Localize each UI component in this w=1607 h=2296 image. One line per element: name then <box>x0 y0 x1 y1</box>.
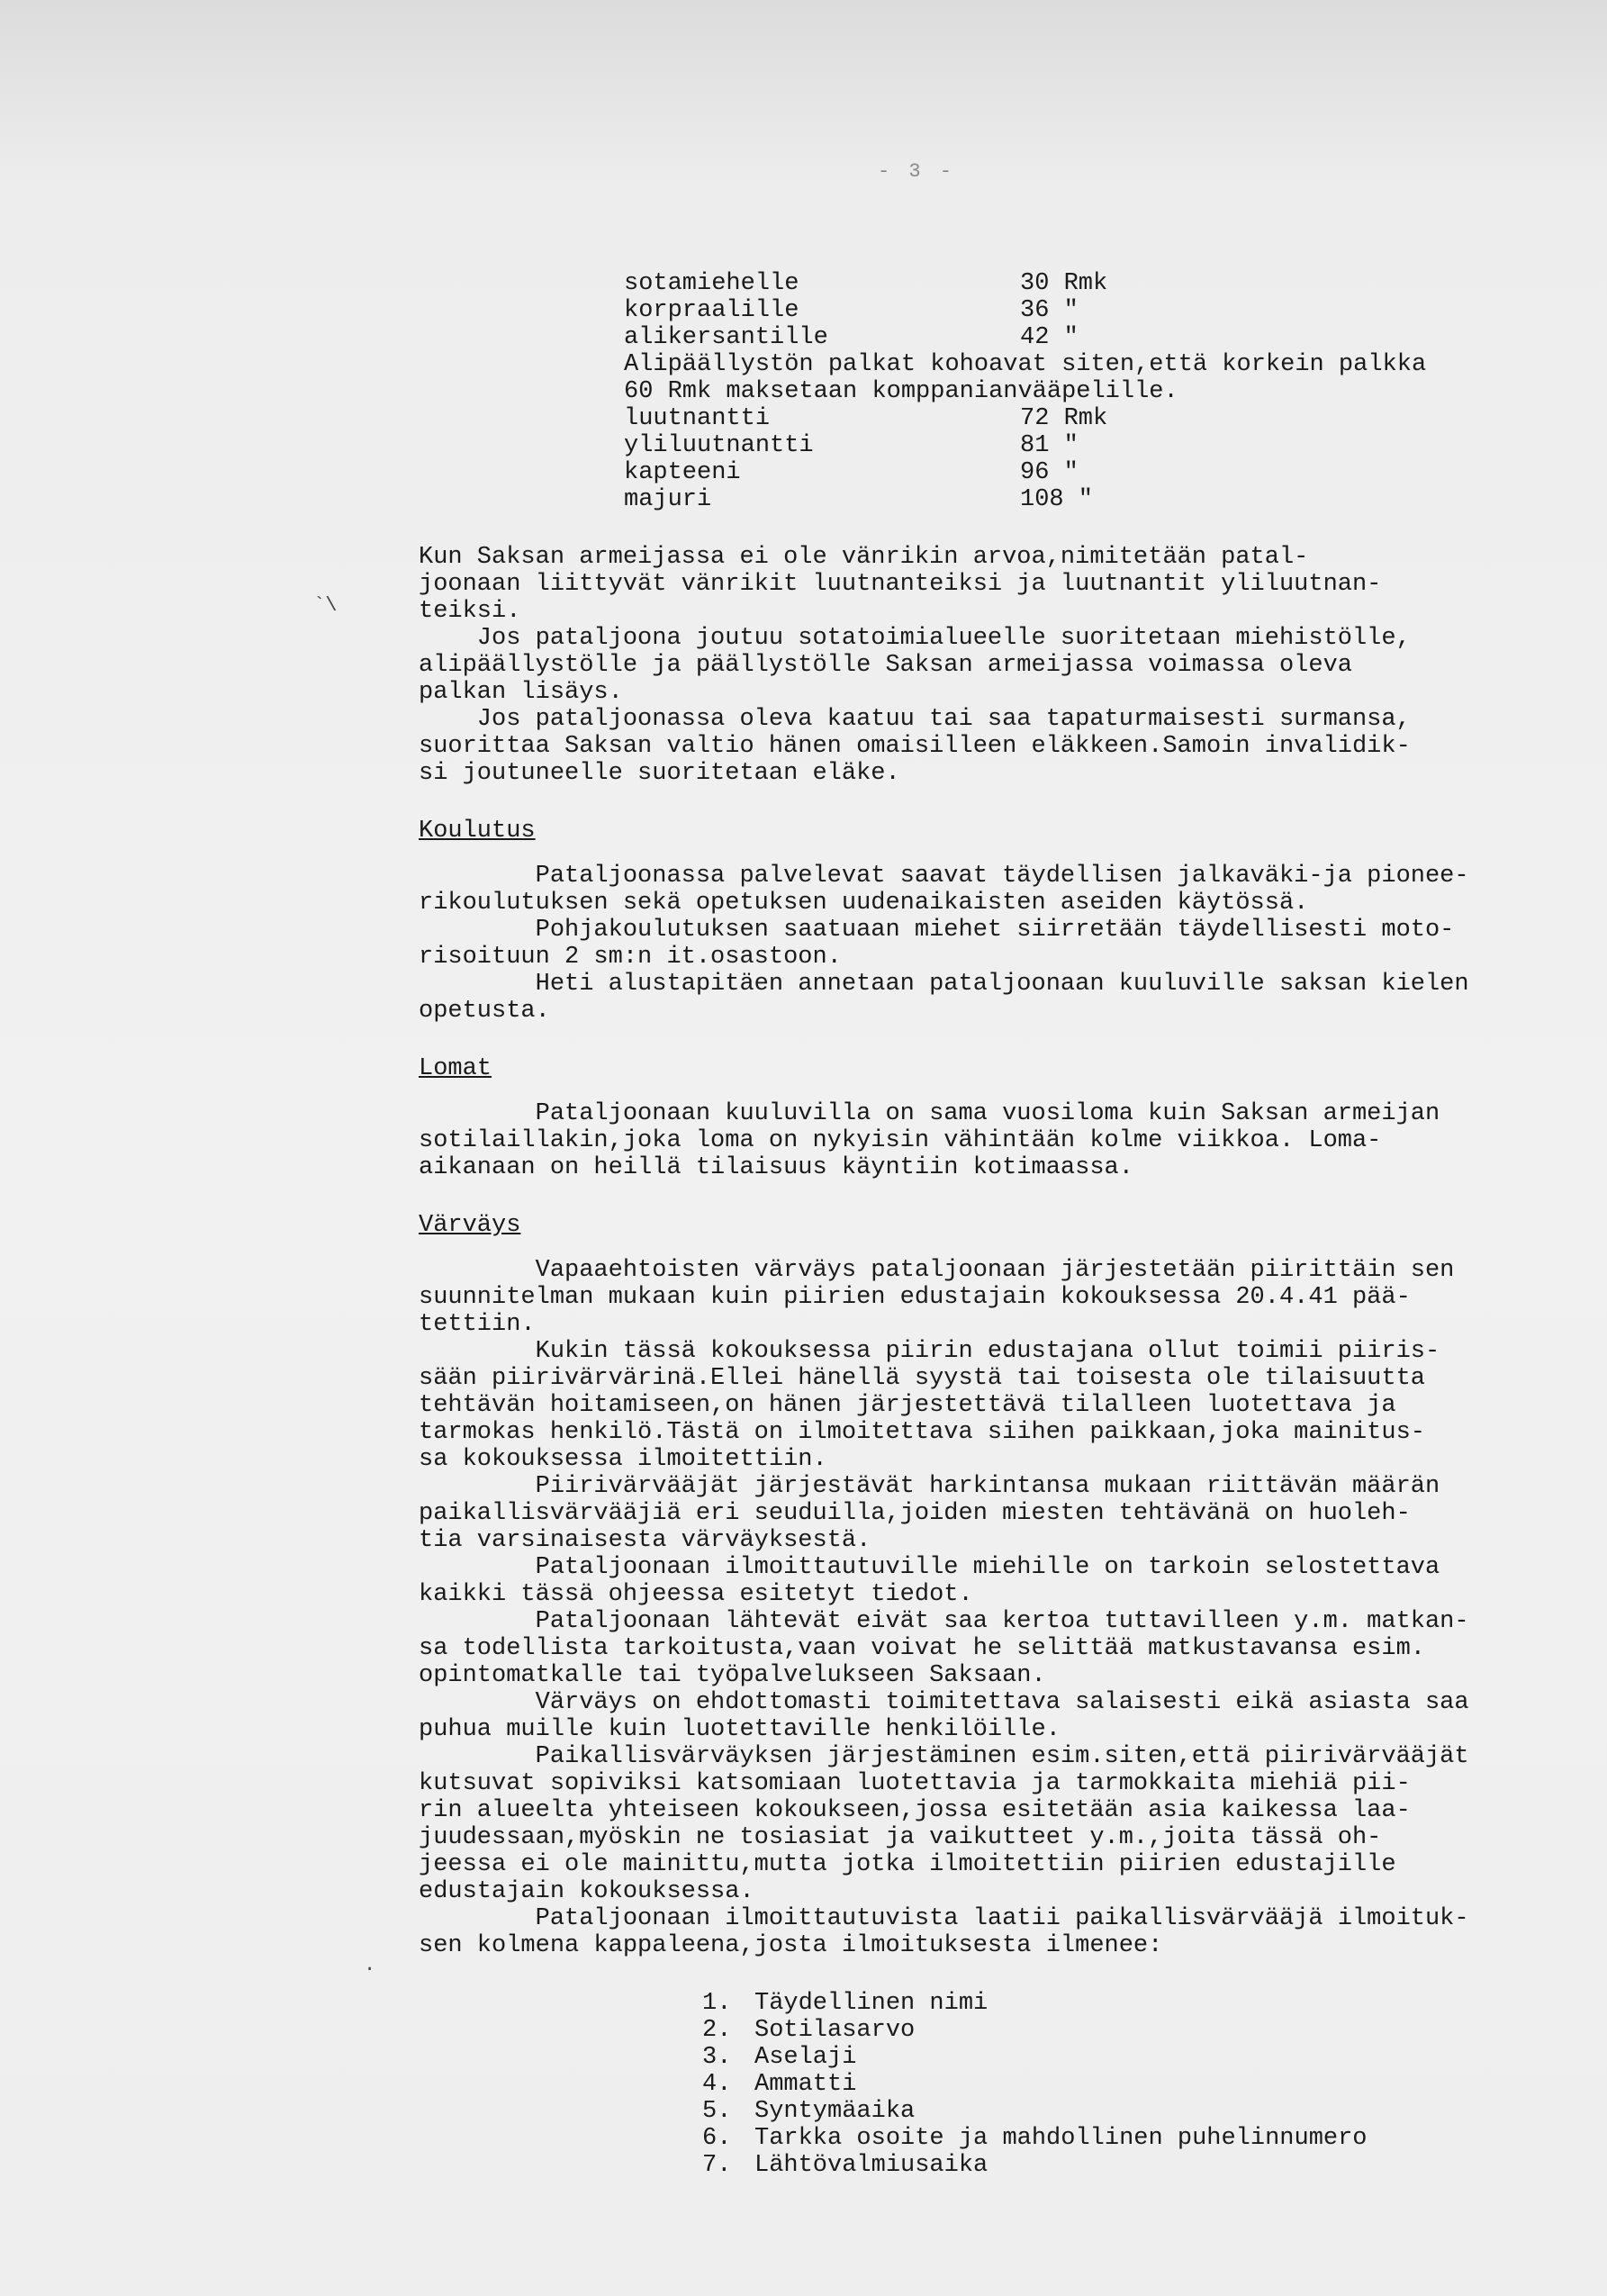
list-item <box>702 2125 1544 2152</box>
paragraph <box>419 1608 1544 1689</box>
list-number: 6. <box>702 2125 732 2152</box>
text-line: opintomatkalle tai työpalvelukseen Saksaan. <box>419 1662 1046 1689</box>
text-line: paikallisvärvääjiä eri seuduilla,joiden miesten tehtävänä on huoleh- <box>419 1500 1411 1527</box>
pay-rank: yliluutnantti <box>624 432 814 459</box>
info-list <box>702 1990 1544 2179</box>
list-number: 3. <box>702 2044 732 2071</box>
pay-amount: 96 " <box>1020 459 1079 486</box>
paragraph <box>419 625 1544 706</box>
paragraph <box>419 1554 1544 1608</box>
list-text: Sotilasarvo <box>754 2017 916 2044</box>
text-line: tarmokas henkilö.Tästä on ilmoitettava siihen paikkaan,joka mainitus- <box>419 1419 1425 1446</box>
text-line: Pataljoonaan ilmoittautuvista laatii paikallisvärvääjä ilmoituk- <box>419 1905 1469 1932</box>
text-line: tia varsinaisesta värväyksestä. <box>419 1527 871 1554</box>
sections <box>419 787 1544 1959</box>
document-body <box>419 270 1544 2179</box>
pay-rank: majuri <box>624 486 712 513</box>
list-item <box>702 1990 1544 2017</box>
paragraph <box>419 1257 1544 1338</box>
pay-table-soldiers <box>624 270 1544 351</box>
pay-row <box>624 486 1544 513</box>
section-heading: Koulutus <box>419 818 536 845</box>
text-line: Pohjakoulutuksen saatuaan miehet siirretään täydellisesti moto- <box>419 917 1455 944</box>
text-line: sen kolmena kappaleena,josta ilmoituksesta ilmenee: <box>419 1932 1163 1959</box>
pay-row <box>624 432 1544 459</box>
pay-rank: korpraalille <box>624 297 799 324</box>
section-heading: Värväys <box>419 1212 521 1239</box>
pay-rank: alikersantille <box>624 324 828 351</box>
pay-note <box>419 351 1544 405</box>
list-number: 4. <box>702 2071 732 2098</box>
pay-rank: kapteeni <box>624 459 741 486</box>
pay-row <box>624 270 1544 297</box>
list-text: Ammatti <box>754 2071 857 2098</box>
text-line: risoituun 2 sm:n it.osastoon. <box>419 944 842 971</box>
pay-amount: 36 " <box>1020 297 1079 324</box>
list-number: 7. <box>702 2152 732 2179</box>
text-line: juudessaan,myöskin ne tosiasiat ja vaikutteet y.m.,joita tässä oh- <box>419 1824 1382 1851</box>
text-line: suorittaa Saksan valtio hänen omaisilleen eläkkeen.Samoin invalidik- <box>419 733 1411 760</box>
text-line: rikoulutuksen sekä opetuksen uudenaikaisten aseiden käytössä. <box>419 890 1309 917</box>
section <box>419 787 1544 1025</box>
paragraph <box>419 544 1544 625</box>
text-line: teiksi. <box>419 598 521 625</box>
paragraph <box>419 1689 1544 1743</box>
spacer <box>419 1025 1544 1055</box>
text-line: Pataljoonaan kuuluvilla on sama vuosiloma kuin Saksan armeijan <box>419 1100 1440 1127</box>
paragraph <box>419 917 1544 971</box>
pay-row <box>624 405 1544 432</box>
paragraph <box>419 706 1544 787</box>
text-line: Paikallisvärväyksen järjestäminen esim.siten,että piirivärvääjät <box>419 1743 1469 1770</box>
pay-row <box>624 297 1544 324</box>
list-text: Syntymäaika <box>754 2098 916 2125</box>
pay-amount: 108 " <box>1020 486 1094 513</box>
paragraph <box>419 1743 1544 1905</box>
text-line: Piirivärvääjät järjestävät harkintansa mukaan riittävän määrän <box>419 1473 1440 1500</box>
paragraph <box>419 971 1544 1025</box>
spacer <box>419 1181 1544 1212</box>
text-line: tehtävän hoitamiseen,on hänen järjestettävä tilalleen luotettava ja <box>419 1392 1396 1419</box>
text-line: Pataljoonaan ilmoittautuville miehille on tarkoin selostettava <box>419 1554 1440 1581</box>
text-line: palkan lisäys. <box>419 679 623 706</box>
text-line: jeessa ei ole mainittu,mutta jotka ilmoitettiin piirien edustajille <box>419 1851 1396 1878</box>
pay-amount: 30 Rmk <box>1020 270 1108 297</box>
paragraph <box>419 1905 1544 1959</box>
margin-mark: `\ <box>313 594 338 617</box>
list-number: 5. <box>702 2098 732 2125</box>
paragraph <box>419 1338 1544 1473</box>
pay-amount: 81 " <box>1020 432 1079 459</box>
paragraph <box>419 1473 1544 1554</box>
text-line: Kun Saksan armeijassa ei ole vänrikin arvoa,nimitetään patal- <box>419 544 1309 571</box>
text-line: sa kokouksessa ilmoitettiin. <box>419 1446 827 1473</box>
margin-mark: . <box>364 1954 376 1976</box>
text-line: tettiin. <box>419 1311 536 1338</box>
text-line: Pataljoonassa palvelevat saavat täydellisen jalkaväki-ja pionee- <box>419 863 1469 890</box>
pay-note-line: 60 Rmk maksetaan komppanianvääpelille. <box>624 378 1178 405</box>
text-line: aikanaan on heillä tilaisuus käyntiin kotimaassa. <box>419 1154 1133 1181</box>
list-number: 1. <box>702 1990 732 2017</box>
text-line: edustajain kokouksessa. <box>419 1878 754 1905</box>
text-line: sotilaillakin,joka loma on nykyisin vähintään kolme viikkoa. Loma- <box>419 1127 1382 1154</box>
pay-table-officers <box>624 405 1544 513</box>
text-line: puhua muille kuin luotettaville henkilöille. <box>419 1716 1061 1743</box>
text-line: Pataljoonaan lähtevät eivät saa kertoa tuttavilleen y.m. matkan- <box>419 1608 1469 1635</box>
text-line: joonaan liittyvät vänrikit luutnanteiksi ja luutnantit yliluutnan- <box>419 571 1382 598</box>
spacer <box>419 1239 1544 1257</box>
text-line: Jos pataljoonassa oleva kaatuu tai saa tapaturmaisesti surmansa, <box>419 706 1411 733</box>
text-line: kaikki tässä ohjeessa esitetyt tiedot. <box>419 1581 973 1608</box>
list-text: Täydellinen nimi <box>754 1990 989 2017</box>
list-text: Lähtövalmiusaika <box>754 2152 989 2179</box>
text-line: si joutuneelle suoritetaan eläke. <box>419 760 900 787</box>
pay-note-line: Alipäällystön palkat kohoavat siten,että korkein palkka <box>624 351 1427 378</box>
spacer <box>419 845 1544 863</box>
section <box>419 1025 1544 1181</box>
text-line: suunnitelman mukaan kuin piirien edustajain kokouksessa 20.4.41 pää- <box>419 1284 1411 1311</box>
list-item <box>702 2098 1544 2125</box>
list-item <box>702 2017 1544 2044</box>
pay-rank: sotamiehelle <box>624 270 799 297</box>
text-line: Värväys on ehdottomasti toimitettava salaisesti eikä asiasta saa <box>419 1689 1469 1716</box>
paragraph <box>419 863 1544 917</box>
list-item <box>702 2044 1544 2071</box>
pay-paragraphs <box>419 544 1544 787</box>
paragraph <box>419 1100 1544 1181</box>
pay-amount: 42 " <box>1020 324 1079 351</box>
section <box>419 1181 1544 1959</box>
text-line: sään piirivärvärinä.Ellei hänellä syystä tai toisesta ole tilaisuutta <box>419 1365 1425 1392</box>
text-line: alipäällystölle ja päällystölle Saksan armeijassa voimassa oleva <box>419 652 1352 679</box>
list-number: 2. <box>702 2017 732 2044</box>
pay-row <box>624 459 1544 486</box>
spacer <box>419 787 1544 818</box>
pay-rank: luutnantti <box>624 405 771 432</box>
text-line: opetusta. <box>419 998 550 1025</box>
spacer <box>419 1082 1544 1100</box>
text-line: Vapaaehtoisten värväys pataljoonaan järjestetään piirittäin sen <box>419 1257 1455 1284</box>
section-heading: Lomat <box>419 1055 492 1082</box>
pay-row <box>624 324 1544 351</box>
text-line: Jos pataljoona joutuu sotatoimialueelle suoritetaan miehistölle, <box>419 625 1411 652</box>
page-number: - 3 - <box>878 160 956 183</box>
text-line: sa todellista tarkoitusta,vaan voivat he selittää matkustavansa esim. <box>419 1635 1425 1662</box>
text-line: rin alueelta yhteiseen kokoukseen,jossa esitetään asia kaikessa laa- <box>419 1797 1411 1824</box>
list-item <box>702 2071 1544 2098</box>
text-line: Kukin tässä kokouksessa piirin edustajana ollut toimii piiris- <box>419 1338 1440 1365</box>
list-item <box>702 2152 1544 2179</box>
pay-amount: 72 Rmk <box>1020 405 1108 432</box>
list-text: Aselaji <box>754 2044 857 2071</box>
list-text: Tarkka osoite ja mahdollinen puhelinnumero <box>754 2125 1368 2152</box>
text-line: Heti alustapitäen annetaan pataljoonaan kuuluville saksan kielen <box>419 971 1469 998</box>
text-line: kutsuvat sopiviksi katsomiaan luotettavia ja tarmokkaita miehiä pii- <box>419 1770 1411 1797</box>
